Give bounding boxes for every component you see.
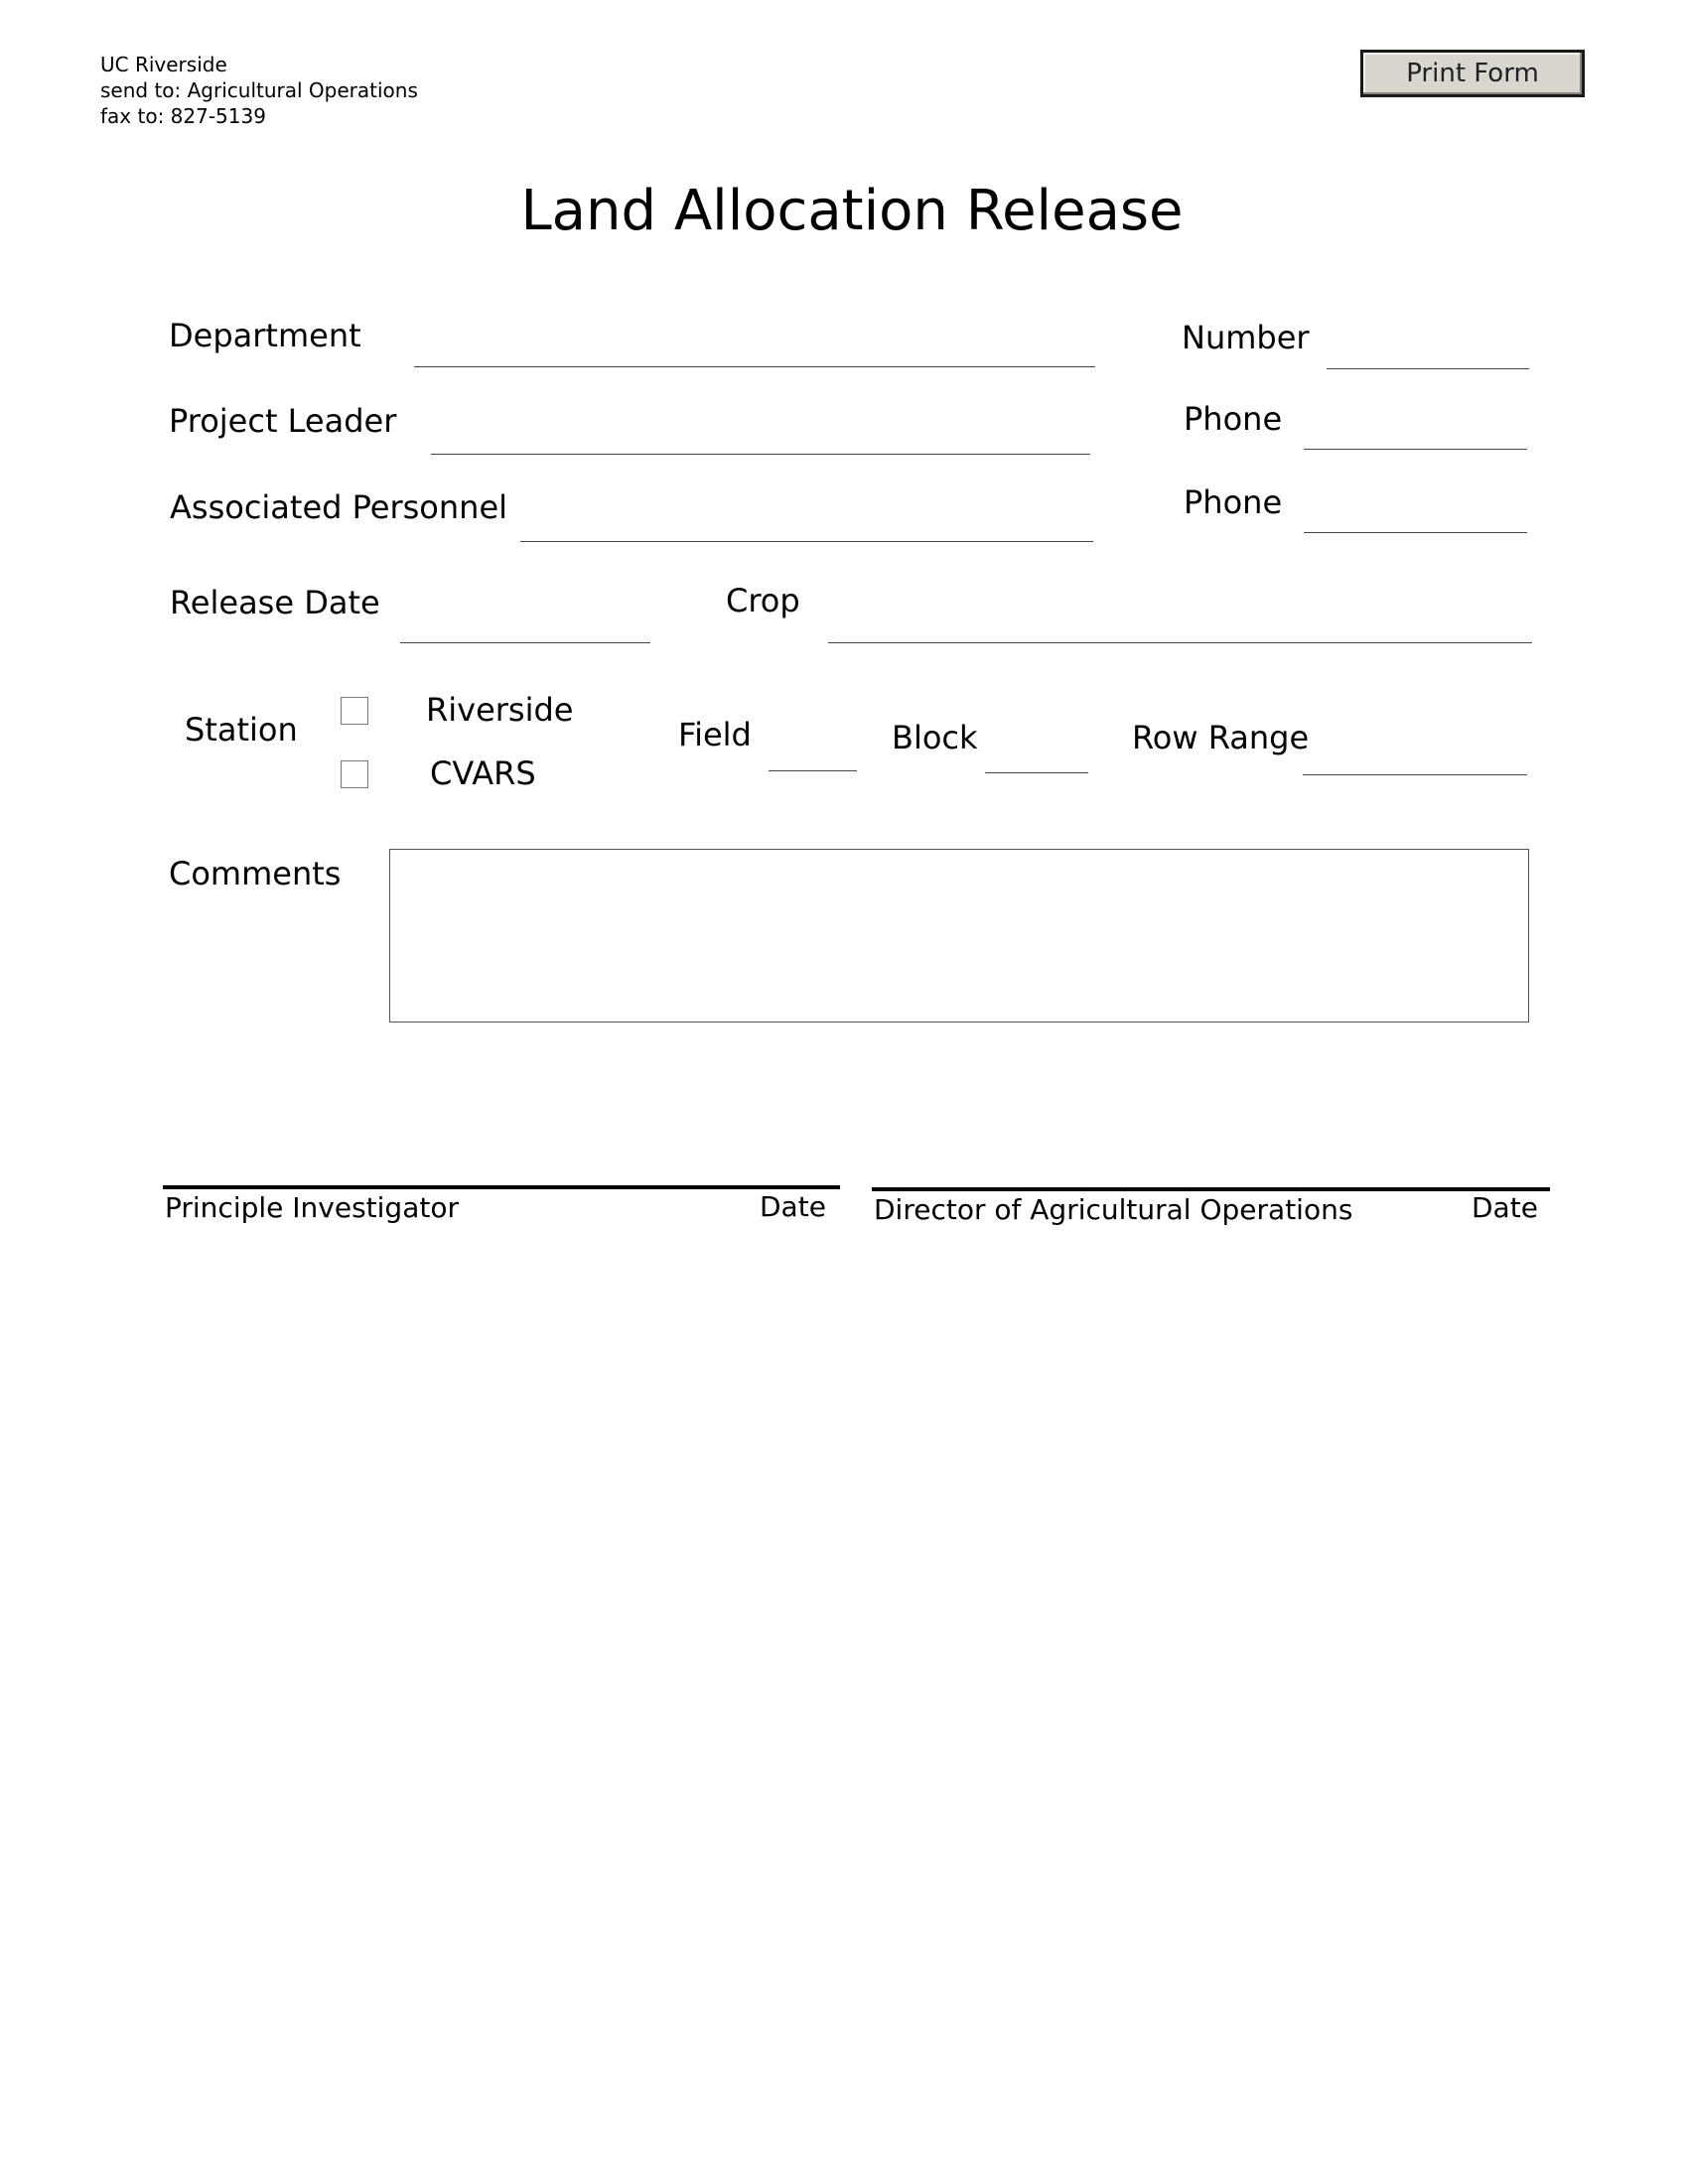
crop-field[interactable]: [830, 600, 1530, 641]
associated-personnel-underline: [520, 541, 1093, 542]
crop-underline: [828, 642, 1532, 643]
org-name: UC Riverside: [100, 53, 227, 76]
comments-label: Comments: [169, 855, 342, 892]
project-leader-field[interactable]: [433, 411, 1088, 453]
riverside-label: Riverside: [426, 691, 574, 729]
block-label: Block: [892, 719, 978, 756]
release-date-field[interactable]: [402, 600, 648, 641]
project-leader-label: Project Leader: [169, 402, 397, 440]
department-underline: [414, 366, 1095, 367]
number-field[interactable]: [1329, 326, 1527, 367]
associated-personnel-field[interactable]: [522, 498, 1091, 540]
phone-underline-2: [1304, 532, 1527, 533]
release-date-underline: [400, 642, 650, 643]
print-form-button[interactable]: Print Form: [1360, 50, 1585, 97]
form-title: Land Allocation Release: [520, 179, 1184, 243]
department-label: Department: [169, 317, 361, 354]
field-label: Field: [678, 716, 752, 753]
pi-signature-line[interactable]: [163, 1185, 840, 1189]
riverside-checkbox[interactable]: [341, 697, 368, 725]
row-range-underline: [1303, 774, 1527, 775]
department-field[interactable]: [417, 324, 1092, 365]
cvars-checkbox[interactable]: [341, 760, 368, 788]
phone-label-2: Phone: [1184, 483, 1283, 521]
phone-field-2[interactable]: [1306, 489, 1525, 531]
number-label: Number: [1182, 319, 1310, 356]
comments-textarea[interactable]: [389, 849, 1529, 1023]
fax-to-text: fax to: 827-5139: [100, 104, 266, 128]
cvars-label: CVARS: [430, 754, 536, 792]
project-leader-underline: [431, 454, 1090, 455]
number-underline: [1327, 368, 1529, 369]
phone-underline-1: [1304, 449, 1527, 450]
phone-label-1: Phone: [1184, 400, 1283, 438]
station-label: Station: [185, 711, 298, 749]
row-range-label: Row Range: [1132, 719, 1310, 756]
block-underline: [985, 772, 1088, 773]
pi-signature-label: Principle Investigator: [165, 1191, 459, 1224]
director-date-label: Date: [1472, 1191, 1538, 1224]
director-signature-label: Director of Agricultural Operations: [874, 1193, 1353, 1226]
crop-label: Crop: [726, 582, 800, 619]
phone-field-1[interactable]: [1306, 406, 1525, 448]
director-signature-line[interactable]: [872, 1187, 1550, 1191]
release-date-label: Release Date: [170, 584, 380, 621]
field-field[interactable]: [771, 728, 855, 769]
pi-date-label: Date: [760, 1190, 826, 1223]
block-field[interactable]: [987, 730, 1086, 771]
associated-personnel-label: Associated Personnel: [170, 488, 508, 526]
send-to-text: send to: Agricultural Operations: [100, 78, 418, 102]
row-range-field[interactable]: [1305, 732, 1525, 773]
field-underline: [769, 770, 857, 771]
